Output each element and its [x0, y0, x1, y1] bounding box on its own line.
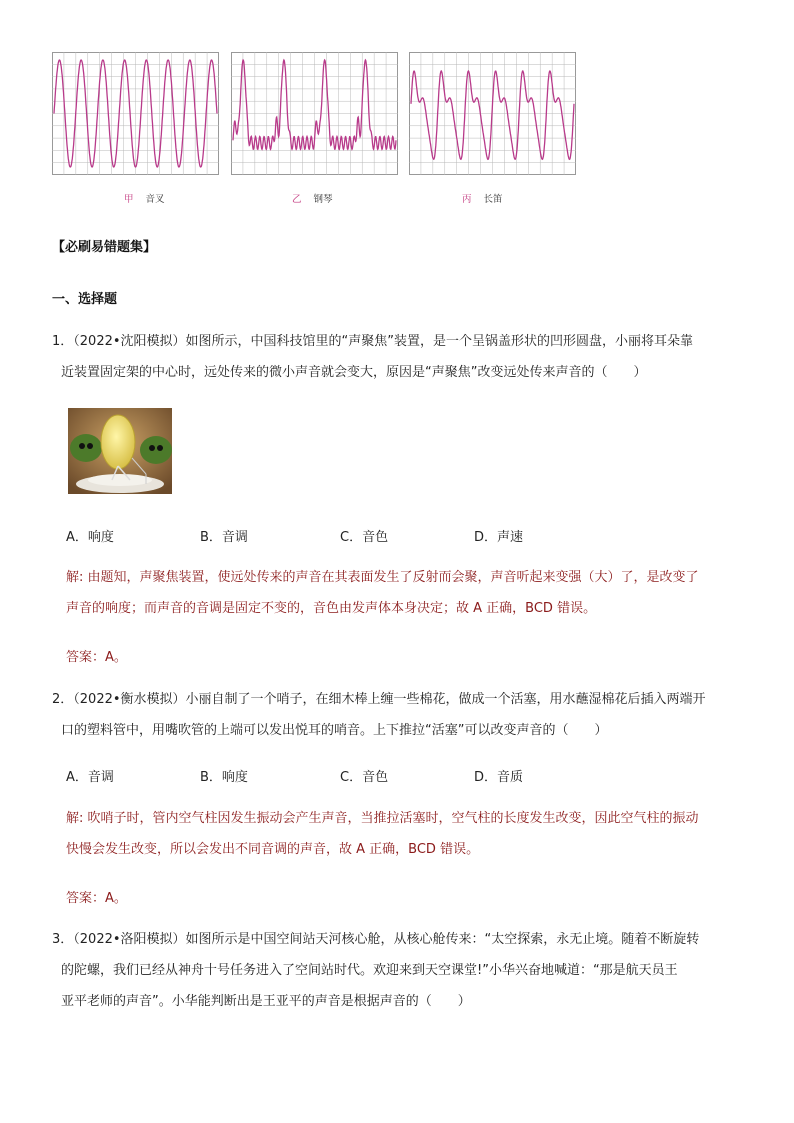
question-text: （2022•衡水模拟）小丽自制了一个哨子，在细木棒上缠一些棉花，做成一个活塞，用水蘸湿棉花后插入两端开	[73, 692, 706, 707]
question-text: （2022•沈阳模拟）如图所示，中国科技馆里的“声聚焦”装置，是一个呈锅盖形状的凹形圆盘，小丽将耳朵靠	[73, 334, 694, 349]
caption-mark: 乙	[292, 194, 302, 205]
question-text: （2022•洛阳模拟）如图所示是中国空间站天河核心舱，从核心舱传来：“太空探索，永无止境。随着不断旋转	[73, 932, 700, 947]
question-text-cont: 亚平老师的声音”。小华能判断出是王亚平的声音是根据声音的（ ）	[61, 994, 471, 1009]
question-text-cont: 口的塑料管中，用嘴吹管的上端可以发出悦耳的哨音。上下推拉“活塞”可以改变声音的（ ）	[61, 723, 608, 738]
question-text-cont: 的陀螺，我们已经从神舟十号任务进入了空间站时代。欢迎来到天空课堂!”小华兴奋地喊道：“那是航天员王	[61, 963, 678, 978]
question-text-cont: 近装置固定架的中心时，远处传来的微小声音就会变大，原因是“声聚焦”改变远处传来声音的（ ）	[61, 365, 647, 380]
section-title: 【必刷易错题集】	[52, 240, 157, 255]
question-2-answer: 答案：A。	[66, 891, 127, 906]
question-1-solution	[66, 562, 752, 624]
question-1-answer: 答案：A。	[66, 650, 127, 665]
question-number: 2．	[52, 692, 74, 707]
caption-label: 长笛	[483, 194, 503, 205]
waveform-flute	[409, 52, 576, 175]
question-number: 3．	[52, 932, 74, 947]
question-1	[52, 326, 752, 388]
caption-flute	[462, 191, 503, 205]
waveform-panel-piano	[231, 52, 398, 175]
option-b[interactable]: B．音调	[200, 530, 248, 545]
waveform-panel-tuning-fork	[52, 52, 219, 175]
caption-piano	[292, 191, 333, 205]
option-b[interactable]: B．响度	[200, 770, 248, 785]
subsection-title: 一、选择题	[52, 292, 118, 307]
option-a[interactable]: A．响度	[66, 530, 114, 545]
caption-mark: 丙	[462, 194, 472, 205]
waveform-panel-flute	[409, 52, 576, 175]
question-2-solution	[66, 803, 752, 865]
caption-label: 音叉	[145, 194, 165, 205]
solution-line: 声音的响度；而声音的音调是固定不变的，音色由发声体本身决定；故 A 正确，BCD 错误。	[66, 601, 597, 616]
caption-tuning-fork	[124, 191, 165, 205]
waveform-piano	[231, 52, 398, 175]
question-number: 1．	[52, 334, 74, 349]
option-c[interactable]: C．音色	[340, 770, 389, 785]
option-a[interactable]: A．音调	[66, 770, 114, 785]
option-d[interactable]: D．音质	[474, 770, 524, 785]
sound-focus-device-photo	[68, 408, 172, 494]
solution-line: 解: 由题知，声聚焦装置，使远处传来的声音在其表面发生了反射而会聚，声音听起来变强（大）了，是改变了	[66, 570, 699, 585]
question-2	[52, 684, 752, 746]
solution-line: 快慢会发生改变，所以会发出不同音调的声音，故 A 正确，BCD 错误。	[66, 842, 480, 857]
option-d[interactable]: D．声速	[474, 530, 524, 545]
caption-mark: 甲	[124, 194, 134, 205]
question-3	[52, 924, 752, 1017]
waveform-tuning-fork	[52, 52, 219, 175]
option-c[interactable]: C．音色	[340, 530, 389, 545]
solution-line: 解: 吹哨子时，管内空气柱因发生振动会产生声音，当推拉活塞时，空气柱的长度发生改变，因此空气柱的振动	[66, 811, 699, 826]
caption-label: 钢琴	[313, 194, 333, 205]
